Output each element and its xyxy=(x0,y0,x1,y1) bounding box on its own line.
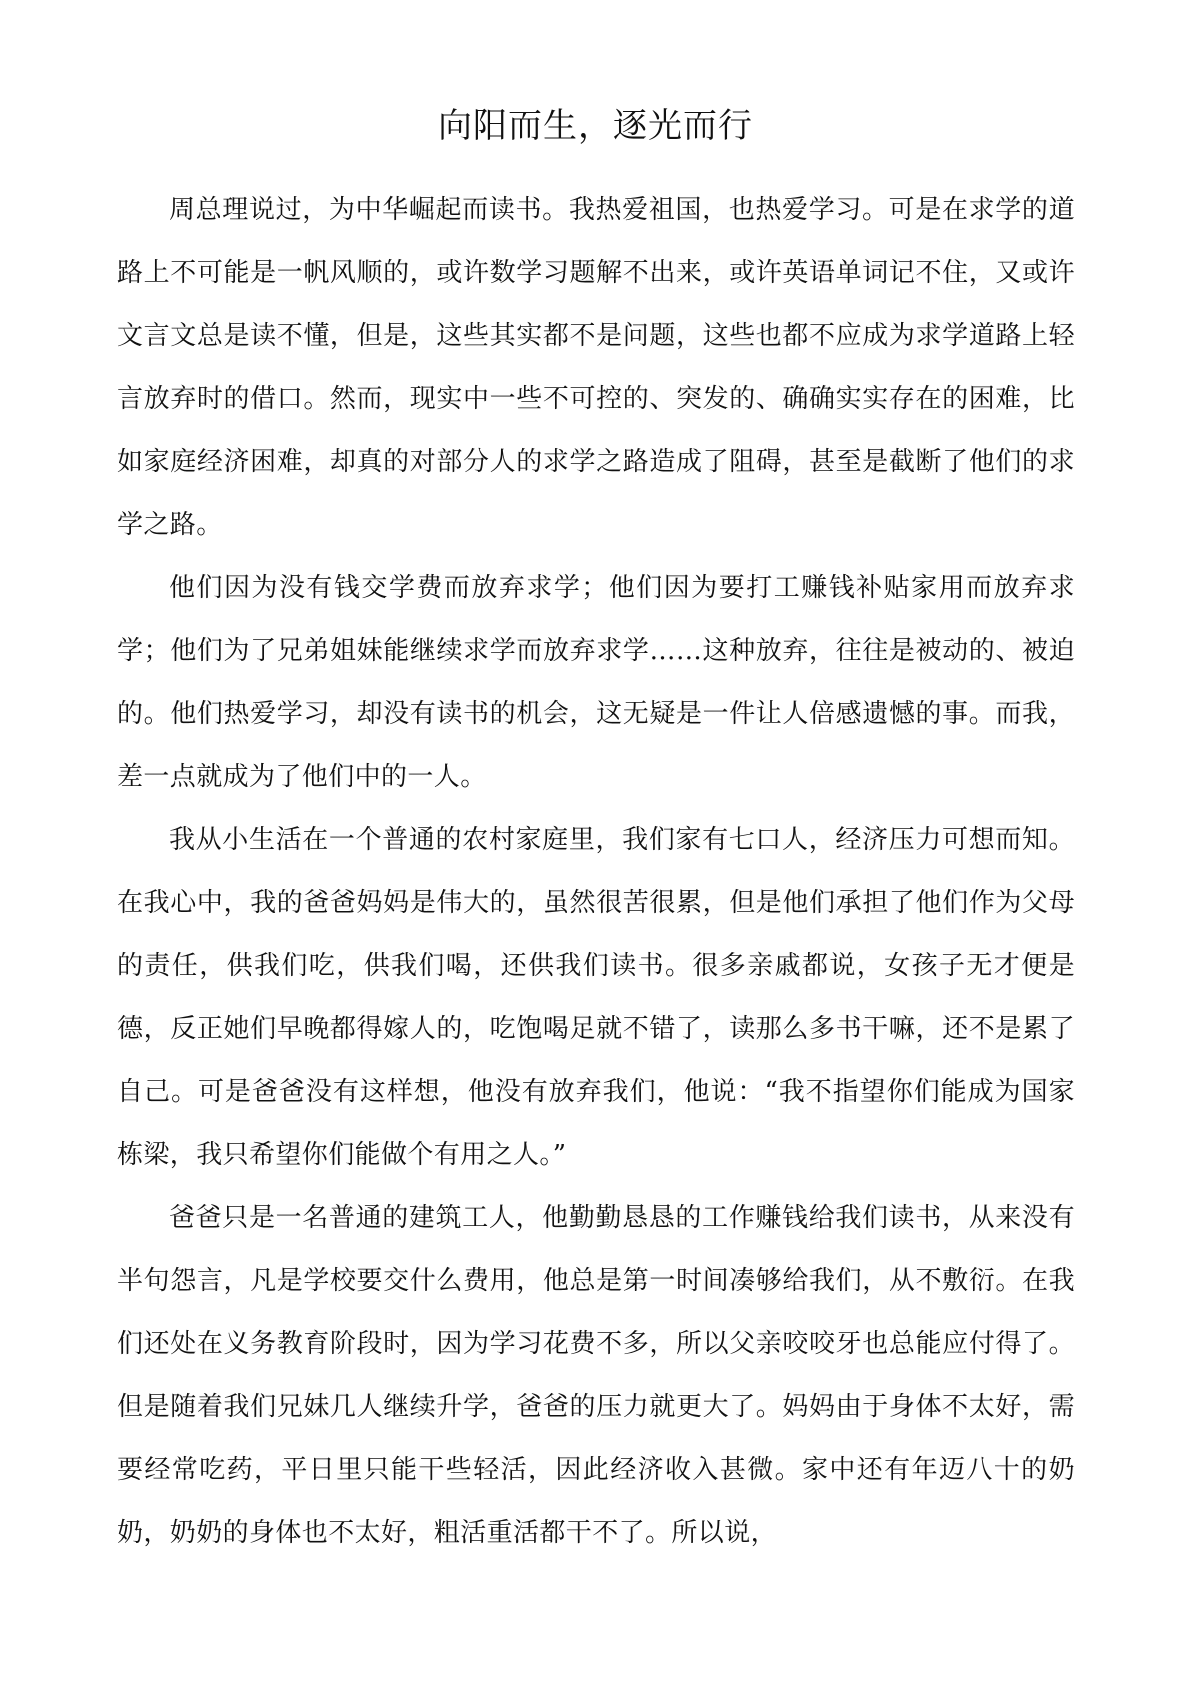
document-title: 向阳而生，逐光而行 xyxy=(438,106,753,146)
document-body xyxy=(117,179,1075,1565)
paragraph: 周总理说过，为中华崛起而读书。我热爱祖国，也热爱学习。可是在求学的道路上不可能是一帆风顺的，或许数学习题解不出来，或许英语单词记不住，又或许文言文总是读不懂，但是，这些其实都不是问题，这些也都不应成为求学道路上轻言放弃时的借口。然而，现实中一些不可控的、突发的、确确实实存在的困难，比如家庭经济困难，却真的对部分人的求学之路造成了阻碍，甚至是截断了他们的求学之路。 xyxy=(117,195,1075,540)
paragraph: 爸爸只是一名普通的建筑工人，他勤勤恳恳的工作赚钱给我们读书，从来没有半句怨言，凡是学校要交什么费用，他总是第一时间凑够给我们，从不敷衍。在我们还处在义务教育阶段时，因为学习花费不多，所以父亲咬咬牙也总能应付得了。但是随着我们兄妹几人继续升学，爸爸的压力就更大了。妈妈由于身体不太好，需要经常吃药，平日里只能干些轻活，因此经济收入甚微。家中还有年迈八十的奶奶，奶奶的身体也不太好，粗活重活都干不了。所以说， xyxy=(117,1203,1075,1548)
paragraph: 他们因为没有钱交学费而放弃求学；他们因为要打工赚钱补贴家用而放弃求学；他们为了兄弟姐妹能继续求学而放弃求学……这种放弃，往往是被动的、被迫的。他们热爱学习，却没有读书的机会，这无疑是一件让人倍感遗憾的事。而我，差一点就成为了他们中的一人。 xyxy=(117,573,1075,792)
paragraph: 我从小生活在一个普通的农村家庭里，我们家有七口人，经济压力可想而知。在我心中，我的爸爸妈妈是伟大的，虽然很苦很累，但是他们承担了他们作为父母的责任，供我们吃，供我们喝，还供我们读书。很多亲戚都说，女孩子无才便是德，反正她们早晚都得嫁人的，吃饱喝足就不错了，读那么多书干嘛，还不是累了自己。可是爸爸没有这样想，他没有放弃我们，他说：“我不指望你们能成为国家栋梁，我只希望你们能做个有用之人。” xyxy=(117,825,1075,1170)
